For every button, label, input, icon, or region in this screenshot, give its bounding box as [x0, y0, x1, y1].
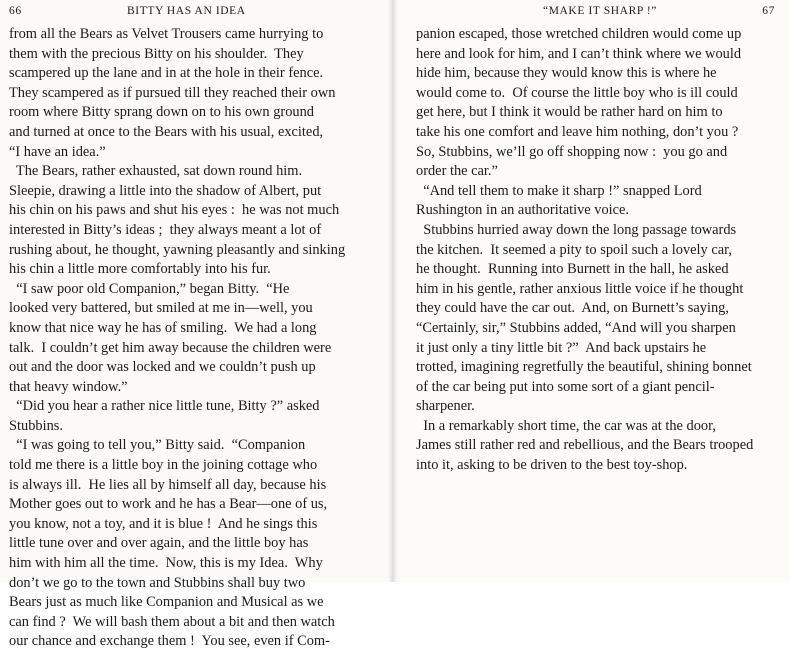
text-line: him with him all the time. Now, this is my Idea. Why — [9, 555, 323, 572]
text-line: “I saw poor old Companion,” began Bitty. “He — [9, 280, 290, 297]
text-line: his chin a little more comfortably into his fur. — [9, 261, 271, 278]
text-line: sharpener. — [416, 398, 475, 415]
text-line: don’t we go to the town and Stubbins shall buy two — [9, 574, 306, 591]
text-line: looked very battered, but smiled at me in—well, you — [9, 300, 313, 317]
left-page-text — [9, 25, 374, 652]
text-line: “Did you hear a rather nice little tune, Bitty ?” asked — [9, 398, 320, 415]
left-running-head: BITTY HAS AN IDEA — [127, 5, 246, 17]
text-line: into it, asking to be driven to the best toy-shop. — [416, 457, 688, 474]
text-line: “I have an idea.” — [9, 143, 106, 160]
text-line: trotted, imagining regretfully the beautiful, shining bonnet — [416, 359, 752, 376]
text-line: here and look for him, and I can’t think where we would — [416, 45, 742, 62]
text-line: they could have the car out. And, on Burnett’s saying, — [416, 300, 729, 317]
text-line: him in his gentle, rather anxious little voice if he thought — [416, 280, 744, 297]
text-line: told me there is a little boy in the joining cottage who — [9, 457, 318, 474]
text-line: James still rather red and rebellious, and the Bears trooped — [416, 437, 754, 454]
text-line: The Bears, rather exhausted, sat down round him. — [9, 163, 303, 180]
text-line: you know, not a toy, and it is blue ! And he sings this — [9, 515, 318, 532]
right-page — [393, 0, 789, 582]
text-line: that heavy window.” — [9, 378, 128, 395]
text-line: he thought. Running into Burnett in the hall, he asked — [416, 261, 729, 278]
right-page-text — [416, 25, 776, 476]
text-line: Rushington in an authoritative voice. — [416, 202, 630, 219]
left-page-number: 66 — [9, 5, 22, 17]
text-line: can find ? We will bash them about a bit and then watch — [9, 613, 335, 630]
text-line: Sleepie, drawing a little into the shadow of Albert, put — [9, 182, 322, 199]
text-line: little tune over and over again, and the little boy has — [9, 535, 309, 552]
text-line: get here, but I think it would be rather hard on him to — [416, 104, 723, 121]
text-line: Mother goes out to work and he has a Bear—one of us, — [9, 496, 328, 513]
text-line: So, Stubbins, we’ll go off shopping now : you go and — [416, 143, 728, 160]
text-line: rushing about, he thought, yawning pleasantly and sinking — [9, 241, 346, 258]
text-line: from all the Bears as Velvet Trousers came hurrying to — [9, 26, 324, 42]
text-line: Bears just as much like Companion and Musical as we — [9, 594, 324, 611]
left-page — [0, 0, 393, 650]
text-line: his chin on his paws and shut his eyes : he was not much — [9, 202, 340, 219]
text-line: our chance and exchange them ! You see, even if Com- — [9, 633, 330, 650]
text-line: interested in Bitty’s ideas ; they always meant a lot of — [9, 221, 322, 238]
text-line: it just only a tiny little bit ?” And back upstairs he — [416, 339, 707, 356]
text-line: “And tell them to make it sharp !” snapped Lord — [416, 182, 702, 199]
text-line: Stubbins hurried away down the long passage towards — [416, 221, 737, 238]
text-line: would come to. Of course the little boy who is ill could — [416, 84, 738, 101]
text-line: They scampered as if pursued till they reached their own — [9, 84, 336, 101]
text-line: room where Bitty sprang down on to his own ground — [9, 104, 314, 121]
text-line: the kitchen. It seemed a pity to spoil such a lovely car, — [416, 241, 732, 258]
text-line: talk. I couldn’t get him away because the children were — [9, 339, 332, 356]
text-line: and turned at once to the Bears with his usual, excited, — [9, 123, 324, 140]
text-line: “I was going to tell you,” Bitty said. “Companion — [9, 437, 306, 454]
text-line: hide him, because they would know this is where he — [416, 65, 717, 82]
right-page-number: 67 — [762, 5, 775, 17]
text-line: “Certainly, sir,” Stubbins added, “And will you sharpen — [416, 319, 736, 336]
text-line: of the car being put into some sort of a giant pencil- — [416, 378, 715, 395]
text-line: order the car.” — [416, 163, 498, 180]
text-line: out and the door was locked and we couldn’t push up — [9, 359, 316, 376]
text-line: scampered up the lane and in at the hole in their fence. — [9, 65, 324, 82]
right-running-head: “MAKE IT SHARP !” — [543, 5, 658, 17]
text-line: panion escaped, those wretched children would come up — [416, 26, 742, 42]
text-line: them with the precious Bitty on his shoulder. They — [9, 45, 304, 62]
text-line: take his one comfort and leave him nothing, don’t you ? — [416, 123, 739, 140]
book-gutter — [388, 0, 398, 582]
text-line: know that nice way he has of smiling. We had a long — [9, 319, 317, 336]
text-line: is always ill. He lies all by himself all day, because his — [9, 476, 327, 493]
text-line: Stubbins. — [9, 417, 63, 434]
text-line: In a remarkably short time, the car was at the door, — [416, 417, 716, 434]
